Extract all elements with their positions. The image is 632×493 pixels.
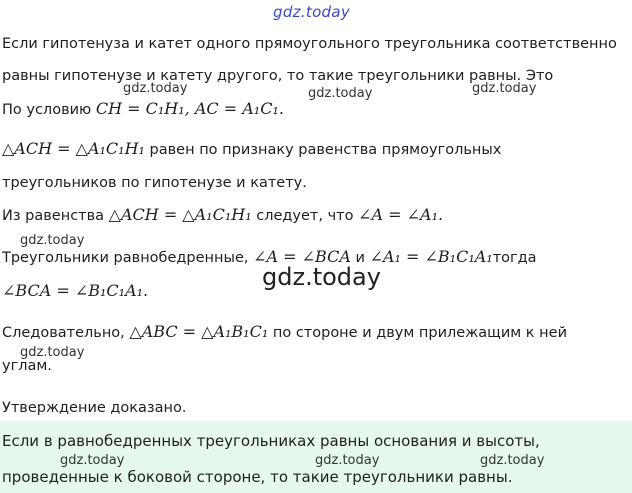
text-fragment: и xyxy=(350,250,370,266)
triangle-equality-line xyxy=(2,139,501,160)
watermark: gdz.today xyxy=(20,233,85,248)
text-fragment: Треугольники равнобедренные, xyxy=(2,250,254,266)
watermark-top: gdz.today xyxy=(273,3,351,21)
watermark-large: gdz.today xyxy=(262,263,381,291)
text-fragment: по стороне и двум прилежащим к ней xyxy=(268,325,567,341)
text-fragment: Из равенства xyxy=(2,208,109,224)
formula-fragment: ∠BCA = ∠B₁C₁A₁. xyxy=(2,281,149,300)
watermark: gdz.today xyxy=(315,453,380,468)
proof-done: Утверждение доказано. xyxy=(2,400,187,416)
watermark: gdz.today xyxy=(308,86,373,101)
paragraph-line: Если гипотенуза и катет одного прямоугольного треугольника соответственно xyxy=(2,36,617,52)
paragraph-line: равны гипотенузе и катету другого, то такие треугольники равны. Это xyxy=(2,68,554,84)
paragraph-line: треугольников по гипотенузе и катету. xyxy=(2,175,307,191)
condition-line xyxy=(2,99,284,120)
angle-result-line xyxy=(2,281,148,302)
conclusion-line xyxy=(2,322,567,343)
watermark: gdz.today xyxy=(123,81,188,96)
text-fragment: тогда xyxy=(492,250,537,266)
condition-formula: CH = C₁H₁, AC = A₁C₁. xyxy=(95,99,284,118)
formula-fragment: ∠A₁ = ∠B₁C₁A₁ xyxy=(369,247,493,266)
watermark: gdz.today xyxy=(472,81,537,96)
formula-fragment: ∠A = ∠BCA xyxy=(253,247,351,266)
next-task-line: Если в равнобедренных треугольниках равны основания и высоты, xyxy=(2,432,540,450)
watermark: gdz.today xyxy=(60,453,125,468)
condition-text: По условию xyxy=(2,102,96,118)
triangle-text: равен по признаку равенства прямоугольных xyxy=(144,142,502,158)
watermark: gdz.today xyxy=(20,345,85,360)
formula-fragment: △ACH = △A₁C₁H₁ xyxy=(108,205,252,224)
triangle-formula: △ACH = △A₁C₁H₁ xyxy=(2,139,145,158)
text-fragment: следует, что xyxy=(251,208,359,224)
next-task-line: проведенные к боковой стороне, то такие треугольники равны. xyxy=(2,468,513,486)
watermark: gdz.today xyxy=(480,453,545,468)
paragraph-line: углам. xyxy=(2,358,52,374)
formula-fragment: ∠A = ∠A₁. xyxy=(358,205,444,224)
text-fragment: Следовательно, xyxy=(2,325,130,341)
angle-equality-line xyxy=(2,205,443,226)
formula-fragment: △ABC = △A₁B₁C₁ xyxy=(129,322,269,341)
